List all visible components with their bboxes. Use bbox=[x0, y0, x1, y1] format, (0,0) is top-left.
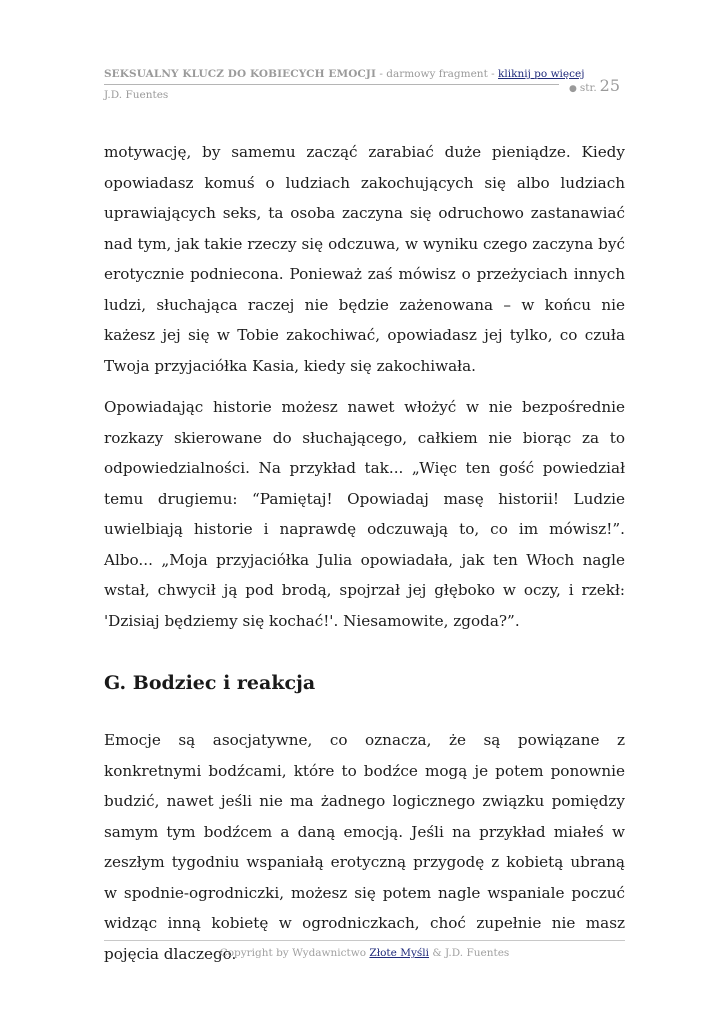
bullet-icon: ● bbox=[569, 84, 577, 94]
more-link[interactable]: kliknij po więcej bbox=[498, 68, 585, 80]
page-label: str. bbox=[579, 82, 597, 94]
paragraph: Emocje są asocjatywne, co oznacza, że są powiązane z konkretnymi bodźcami, które to bodźce mogą je potem ponownie budzić, nawet jeśli nie ma żadnego logicznego związku pomiędzy samym tym bodźcem a daną emocją. Jeśli na przykład miałeś w zeszłym tygodniu wspaniałą erotyczną przygodę z kobietą ubraną w spodnie-ogrodniczki, możesz się potem nagle wspaniale poczuć widząc inną kobietę w ogrodniczkach, choć zupełnie nie masz pojęcia dlaczego. bbox=[104, 731, 625, 963]
fragment-label: darmowy fragment bbox=[386, 68, 488, 80]
copyright-text: Copyright by Wydawnictwo bbox=[219, 947, 370, 959]
copyright-suffix: & J.D. Fuentes bbox=[429, 947, 510, 959]
header-divider bbox=[104, 84, 559, 85]
page-header bbox=[104, 67, 628, 101]
publisher-link[interactable]: Złote Myśli bbox=[369, 947, 429, 959]
page-number-value: 25 bbox=[599, 76, 621, 95]
header-separator: - bbox=[375, 68, 387, 80]
footer-divider bbox=[104, 940, 625, 941]
section-text bbox=[104, 725, 625, 969]
book-title: SEKSUALNY KLUCZ DO KOBIECYCH EMOCJI bbox=[104, 68, 376, 80]
paragraph: motywację, by samemu zacząć zarabiać duże pieniądze. Kiedy opowiadasz komuś o ludziach zakochujących się albo ludziach uprawiających seks, ta osoba zaczyna się odruchowo zastanawiać nad tym, jak takie rzeczy się odczuwa, w wyniku czego zaczyna być erotycznie podniecona. Ponieważ zaś mówisz o przeżyciach innych ludzi, słuchająca raczej nie będzie zażenowana – w końcu nie każesz jej się w Tobie zakochiwać, opowiadasz jej tylko, co czuła Twoja przyjaciółka Kasia, kiedy się zakochiwała. bbox=[104, 143, 625, 375]
main-text bbox=[104, 137, 625, 636]
page-footer bbox=[104, 947, 625, 959]
section-heading: G. Bodziec i reakcja bbox=[104, 672, 316, 694]
header-author: J.D. Fuentes bbox=[104, 89, 169, 101]
header-line bbox=[104, 67, 628, 81]
header-separator: - bbox=[487, 68, 499, 80]
paragraph: Opowiadając historie możesz nawet włożyć w nie bezpośrednie rozkazy skierowane do słuchającego, całkiem nie biorąc za to odpowiedzialności. Na przykład tak... „Więc ten gość powiedział temu drugiemu: “Pamiętaj! Opowiadaj masę historii! Ludzie uwielbiają historie i naprawdę odczuwają to, co im mówisz!”. Albo... „Moja przyjaciółka Julia opowiadała, jak ten Włoch nagle wstał, chwycił ją pod brodą, spojrzał jej głęboko w oczy, i rzekł: 'Dzisiaj będziemy się kochać!'. Niesamowite, zgoda?”. bbox=[104, 398, 625, 630]
page-number bbox=[569, 76, 620, 95]
